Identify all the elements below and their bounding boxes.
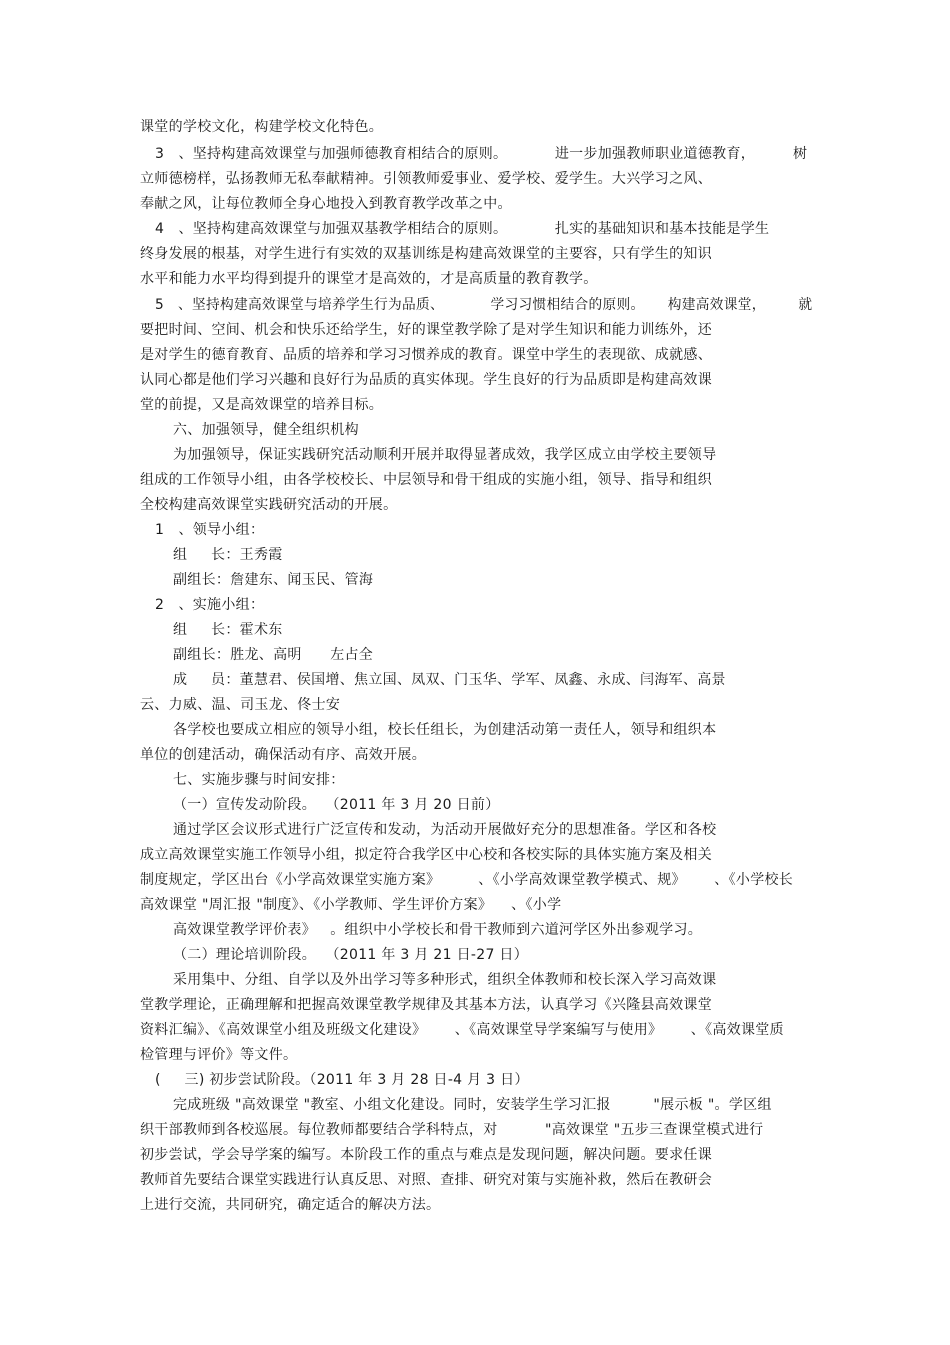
text-line: 堂教学理论，正确理解和把握高效课堂教学规律及其基本方法，认真学习《兴隆县高效课堂 bbox=[140, 997, 712, 1013]
text-line: 认同心都是他们学习兴趣和良好行为品质的真实体现。学生良好的行为品质即是构建高效课 bbox=[140, 372, 712, 388]
subsection-heading: （一）宣传发动阶段。 （2011 年 3 月 20 日前） bbox=[173, 797, 500, 813]
text-line: 采用集中、分组、自学以及外出学习等多种形式，组织全体教师和校长深入学习高效课 bbox=[173, 972, 717, 988]
text-line: 副组长：胜龙、高明 左占全 bbox=[173, 647, 374, 663]
text-line: 资料汇编》、《高效课堂小组及班级文化建设》 、《高效课堂导学案编写与使用》 、《高效课堂质 bbox=[140, 1022, 784, 1038]
text-line: 3 、坚持构建高效课堂与加强师德教育相结合的原则。 进一步加强教师职业道德教育， 树 bbox=[155, 146, 808, 162]
text-line: 是对学生的德育教育、品质的培养和学习习惯养成的教育。课堂中学生的表现欲、成就感、 bbox=[140, 347, 712, 363]
text-line: 成立高效课堂实施工作领导小组，拟定符合我学区中心校和各校实际的具体实施方案及相关 bbox=[140, 847, 712, 863]
text-line: 制度规定，学区出台《小学高效课堂实施方案》 、《小学高效课堂教学模式、规》 、《小学校长 bbox=[140, 872, 794, 888]
text-line: 组 长：霍术东 bbox=[173, 622, 283, 638]
subsection-heading: （二）理论培训阶段。 （2011 年 3 月 21 日-27 日） bbox=[173, 947, 529, 963]
text-line: 教师首先要结合课堂实践进行认真反思、对照、查排、研究对策与实施补救，然后在教研会 bbox=[140, 1172, 712, 1188]
text-line: 初步尝试，学会导学案的编写。本阶段工作的重点与难点是发现问题，解决问题。要求任课 bbox=[140, 1147, 712, 1163]
text-line: 4 、坚持构建高效课堂与加强双基教学相结合的原则。 扎实的基础知识和基本技能是学生 bbox=[155, 221, 770, 237]
section-heading: 七、实施步骤与时间安排： bbox=[173, 772, 345, 788]
text-line: 立师德榜样，弘扬教师无私奉献精神。引领教师爱事业、爱学校、爱学生。大兴学习之风、 bbox=[140, 171, 712, 187]
text-line: 高效课堂 "周汇报 "制度》、《小学教师、学生评价方案》 、《小学 bbox=[140, 897, 562, 913]
text-line: 检管理与评价》等文件。 bbox=[140, 1047, 298, 1063]
text-line: 通过学区会议形式进行广泛宣传和发动，为活动开展做好充分的思想准备。学区和各校 bbox=[173, 822, 717, 838]
text-line: 水平和能力水平均得到提升的课堂才是高效的，才是高质量的教育教学。 bbox=[140, 271, 598, 287]
section-heading: 六、加强领导，健全组织机构 bbox=[173, 422, 359, 438]
text-line: 组成的工作领导小组，由各学校校长、中层领导和骨干组成的实施小组，领导、指导和组织 bbox=[140, 472, 712, 488]
text-line: 组 长：王秀霞 bbox=[173, 547, 283, 563]
text-line: 高效课堂教学评价表》 。组织中小学校长和骨干教师到六道河学区外出参观学习。 bbox=[173, 922, 703, 938]
subsection-heading: ( 三) 初步尝试阶段。（2011 年 3 月 28 日-4 月 3 日） bbox=[155, 1072, 529, 1088]
text-line: 完成班级 "高效课堂 "教室、小组文化建设。同时，安装学生学习汇报 "展示板 "。学区组 bbox=[173, 1097, 772, 1113]
text-line: 上进行交流，共同研究，确定适合的解决方法。 bbox=[140, 1197, 441, 1213]
text-line: 单位的创建活动，确保活动有序、高效开展。 bbox=[140, 747, 426, 763]
text-line: 课堂的学校文化，构建学校文化特色。 bbox=[140, 119, 384, 135]
text-line: 要把时间、空间、机会和快乐还给学生，好的课堂教学除了是对学生知识和能力训练外，还 bbox=[140, 322, 712, 338]
text-line: 云、力威、温、司玉龙、佟士安 bbox=[140, 697, 341, 713]
text-line: 终身发展的根基，对学生进行有实效的双基训练是构建高效课堂的主要容，只有学生的知识 bbox=[140, 246, 712, 262]
text-line: 奉献之风，让每位教师全身心地投入到教育教学改革之中。 bbox=[140, 196, 512, 212]
text-line: 堂的前提，又是高效课堂的培养目标。 bbox=[140, 397, 384, 413]
text-line: 成 员：董慧君、侯国增、焦立国、凤双、门玉华、学军、凤鑫、永成、闫海军、高景 bbox=[173, 672, 726, 688]
text-line: 1 、领导小组： bbox=[155, 522, 265, 538]
text-line: 各学校也要成立相应的领导小组，校长任组长，为创建活动第一责任人，领导和组织本 bbox=[173, 722, 717, 738]
text-line: 2 、实施小组： bbox=[155, 597, 265, 613]
text-line: 为加强领导，保证实践研究活动顺利开展并取得显著成效，我学区成立由学校主要领导 bbox=[173, 447, 717, 463]
text-line: 5 、坚持构建高效课堂与培养学生行为品质、 学习习惯相结合的原则。 构建高效课堂， 就 bbox=[155, 297, 813, 313]
text-line: 副组长：詹建东、闻玉民、管海 bbox=[173, 572, 374, 588]
text-line: 全校构建高效课堂实践研究活动的开展。 bbox=[140, 497, 398, 513]
text-line: 织干部教师到各校巡展。每位教师都要结合学科特点，对 "高效课堂 "五步三查课堂模式进行 bbox=[140, 1122, 764, 1138]
